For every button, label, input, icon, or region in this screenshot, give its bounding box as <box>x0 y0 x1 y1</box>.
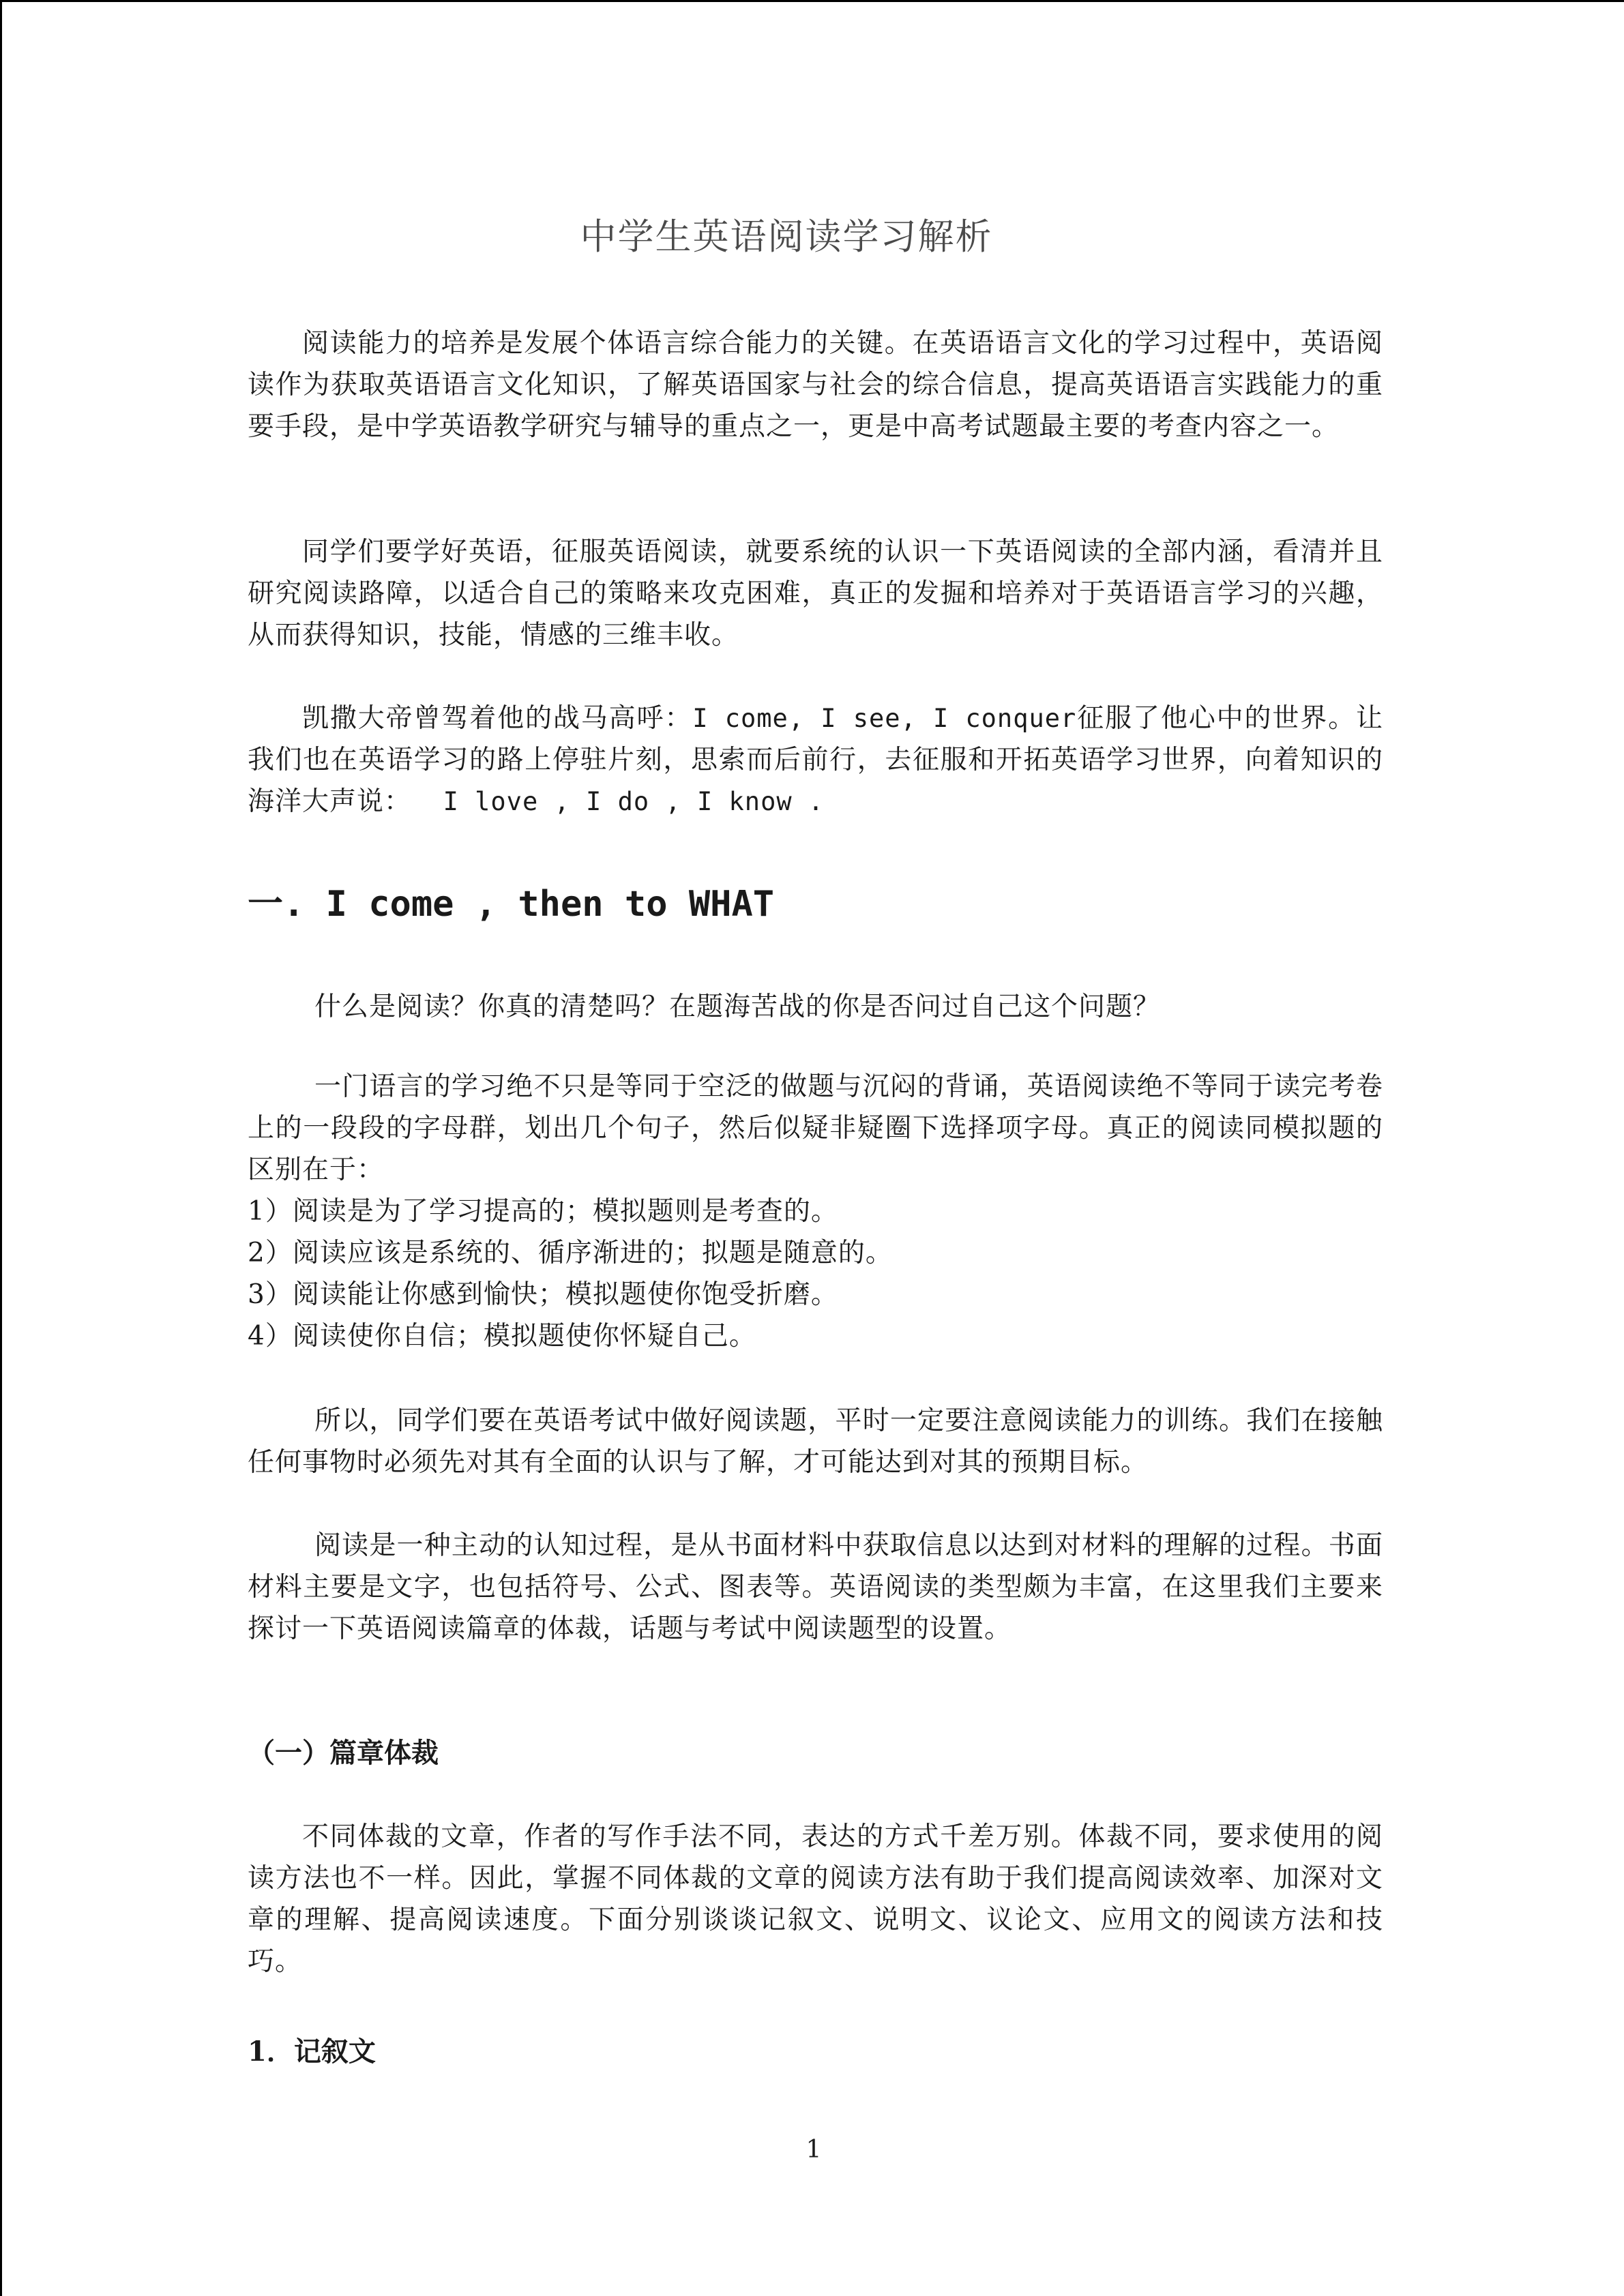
section-1-question: 什么是阅读？你真的清楚吗？在题海苦战的你是否问过自己这个问题？ <box>314 992 1161 1022</box>
caesar-text-part1: 凯撒大帝曾驾着他的战马高呼： <box>302 703 693 734</box>
caesar-quote-2: I love , I do , I know . <box>411 787 825 816</box>
section-1-paragraph-1: 一门语言的学习绝不只是等同于空泛的做题与沉闷的背诵，英语阅读绝不等同于读完考卷上的一段段的字母群，划出几个句子，然后似疑非疑圈下选择项字母。真正的阅读同模拟题的区别在于： <box>248 1071 1383 1185</box>
document-title: 中学生英语阅读学习解析 <box>580 216 993 258</box>
subsection-1-heading: （一）篇章体裁 <box>248 1738 439 1769</box>
list-item: 1）阅读是为了学习提高的；模拟题则是考查的。 <box>248 1196 838 1227</box>
list-item: 3）阅读能让你感到愉快；模拟题使你饱受折磨。 <box>248 1279 838 1310</box>
caesar-quote-1: I come, I see, I conquer <box>692 704 1077 733</box>
section-1-paragraph-3: 阅读是一种主动的认知过程，是从书面材料中获取信息以达到对材料的理解的过程。书面材料主要是文字，也包括符号、公式、图表等。英语阅读的类型颇为丰富，在这里我们主要来探讨一下英语阅读篇章的体裁，话题与考试中阅读题型的设置。 <box>248 1530 1383 1644</box>
caesar-paragraph <box>248 698 1383 822</box>
list-item: 4）阅读使你自信；模拟题使你怀疑自己。 <box>248 1321 756 1352</box>
subsection-1-paragraph: 不同体裁的文章，作者的写作手法不同，表达的方式千差万别。体裁不同，要求使用的阅读方法也不一样。因此，掌握不同体裁的文章的阅读方法有助于我们提高阅读效率、加深对文章的理解、提高阅读速度。下面分别谈谈记叙文、说明文、议论文、应用文的阅读方法和技巧。 <box>248 1821 1383 1977</box>
section-1-paragraph-2: 所以，同学们要在英语考试中做好阅读题，平时一定要注意阅读能力的训练。我们在接触任何事物时必须先对其有全面的认识与了解，才可能达到对其的预期目标。 <box>248 1405 1383 1478</box>
list-item: 2）阅读应该是系统的、循序渐进的；拟题是随意的。 <box>248 1238 893 1268</box>
page-number: 1 <box>806 2136 822 2164</box>
section-1-heading: 一. I come , then to WHAT <box>248 884 775 925</box>
narrative-heading: 1．记叙文 <box>248 2036 376 2068</box>
caesar-text-part2: 征服了他心中的世界。让我们也在英语学习的路上停驻片刻，思索而后前行，去征服和开拓英语学习世界，向着知识的海洋大声说： <box>248 703 1383 817</box>
intro-paragraph-1: 阅读能力的培养是发展个体语言综合能力的关键。在英语语言文化的学习过程中，英语阅读作为获取英语语言文化知识，了解英语国家与社会的综合信息，提高英语语言实践能力的重要手段，是中学英语教学研究与辅导的重点之一，更是中高考试题最主要的考查内容之一。 <box>248 328 1383 442</box>
intro-paragraph-2: 同学们要学好英语，征服英语阅读，就要系统的认识一下英语阅读的全部内涵，看清并且研究阅读路障，以适合自己的策略来攻克困难，真正的发掘和培养对于英语语言学习的兴趣，从而获得知识，技能，情感的三维丰收。 <box>248 537 1383 651</box>
